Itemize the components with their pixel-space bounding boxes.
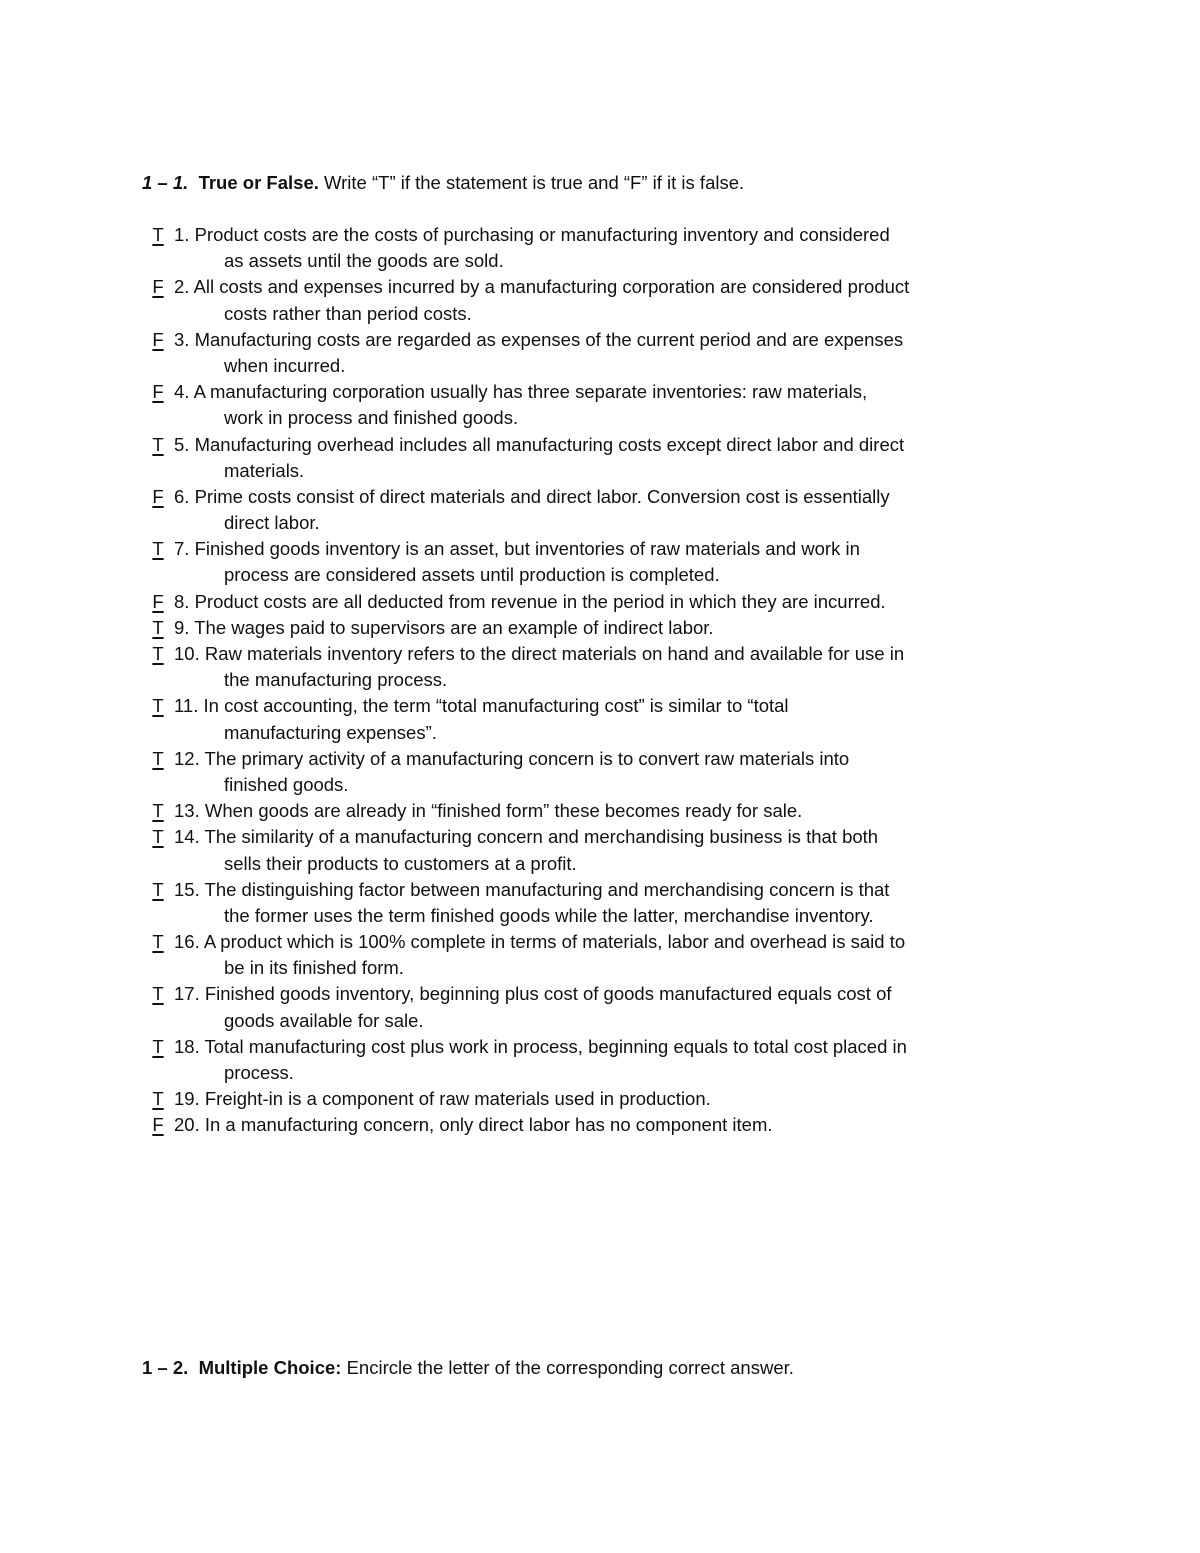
statement-text: In cost accounting, the term “total manufacturing cost” is similar to “total bbox=[203, 695, 789, 717]
statement-continuation: manufacturing expenses”. bbox=[224, 721, 437, 743]
list-item bbox=[142, 929, 1042, 981]
answer-blank[interactable]: T bbox=[152, 1088, 164, 1110]
list-item-first-line bbox=[142, 641, 1042, 667]
list-item-first-line bbox=[142, 981, 1042, 1007]
answer-blank[interactable]: T bbox=[152, 224, 164, 245]
statement-continuation: costs rather than period costs. bbox=[224, 302, 472, 324]
list-item bbox=[142, 432, 1042, 484]
list-item-first-line bbox=[142, 877, 1042, 903]
item-number: 2. bbox=[174, 276, 190, 298]
statement-continuation: process are considered assets until production is completed. bbox=[224, 564, 720, 586]
list-item-first-line bbox=[142, 615, 1042, 641]
answer-blank[interactable]: T bbox=[152, 931, 164, 953]
section-2-instruction: Encircle the letter of the corresponding correct answer. bbox=[346, 1357, 794, 1378]
item-number: 16. bbox=[174, 931, 200, 953]
answer-blank[interactable]: T bbox=[152, 643, 164, 664]
list-item bbox=[142, 798, 1042, 824]
item-number: 11. bbox=[174, 695, 199, 717]
list-item bbox=[142, 1034, 1042, 1086]
statement-text: Manufacturing costs are regarded as expenses of the current period and are expenses bbox=[194, 328, 904, 350]
list-item bbox=[142, 615, 1042, 641]
item-number: 6. bbox=[174, 485, 190, 507]
list-item bbox=[142, 641, 1042, 693]
statement-text: Manufacturing overhead includes all manufacturing costs except direct labor and direct bbox=[194, 433, 905, 455]
section-2-header bbox=[142, 1355, 1042, 1381]
item-number: 9. bbox=[174, 616, 190, 638]
item-number: 1. bbox=[174, 224, 190, 245]
statement-text: Prime costs consist of direct materials and direct labor. Conversion cost is essentially bbox=[194, 485, 890, 507]
item-number: 5. bbox=[174, 433, 190, 455]
list-item bbox=[142, 746, 1042, 798]
item-number: 12. bbox=[174, 747, 200, 769]
statement-text: A manufacturing corporation usually has three separate inventories: raw materials, bbox=[193, 381, 868, 403]
list-item-first-line bbox=[142, 1086, 1042, 1112]
answer-blank[interactable]: F bbox=[152, 590, 164, 612]
section-1-number: 1 – 1. bbox=[142, 172, 189, 193]
statement-text: When goods are already in “finished form” these becomes ready for sale. bbox=[204, 800, 803, 822]
statement-text: Product costs are the costs of purchasing or manufacturing inventory and considered bbox=[194, 224, 890, 245]
statement-text: The primary activity of a manufacturing concern is to convert raw materials into bbox=[204, 747, 850, 769]
statement-text: Finished goods inventory is an asset, but inventories of raw materials and work in bbox=[194, 538, 860, 560]
item-number: 13. bbox=[174, 800, 200, 822]
item-number: 8. bbox=[174, 590, 190, 612]
list-item-first-line bbox=[142, 536, 1042, 562]
list-item-first-line bbox=[142, 222, 1042, 248]
section-2-title: Multiple Choice: bbox=[198, 1357, 342, 1378]
statement-continuation: process. bbox=[224, 1062, 294, 1083]
statement-continuation: as assets until the goods are sold. bbox=[224, 250, 504, 272]
statement-continuation: finished goods. bbox=[224, 773, 349, 795]
statement-continuation: the former uses the term finished goods while the latter, merchandise inventory. bbox=[224, 904, 874, 926]
statement-continuation: sells their products to customers at a profit. bbox=[224, 852, 577, 874]
list-item-first-line bbox=[142, 824, 1042, 850]
list-item-first-line bbox=[142, 274, 1042, 300]
statement-text: All costs and expenses incurred by a manufacturing corporation are considered product bbox=[193, 276, 910, 298]
statement-text: The distinguishing factor between manufacturing and merchandising concern is that bbox=[204, 878, 890, 900]
item-number: 19. bbox=[174, 1088, 200, 1110]
item-number: 18. bbox=[174, 1035, 200, 1057]
list-item-first-line bbox=[142, 432, 1042, 458]
list-item bbox=[142, 536, 1042, 588]
answer-blank[interactable]: T bbox=[152, 1035, 164, 1057]
answer-blank[interactable]: T bbox=[152, 433, 164, 455]
statement-continuation: be in its finished form. bbox=[224, 957, 404, 979]
answer-blank[interactable]: T bbox=[152, 695, 164, 717]
statement-text: The similarity of a manufacturing concern and merchandising business is that both bbox=[204, 826, 879, 848]
answer-blank[interactable]: F bbox=[152, 1114, 164, 1136]
section-1-instruction: Write “T” if the statement is true and “F” if it is false. bbox=[324, 172, 745, 193]
item-number: 10. bbox=[174, 643, 200, 664]
list-item bbox=[142, 1086, 1042, 1112]
answer-blank[interactable]: F bbox=[152, 485, 164, 507]
list-item-first-line bbox=[142, 327, 1042, 353]
item-number: 3. bbox=[174, 328, 190, 350]
list-item-first-line bbox=[142, 1034, 1042, 1060]
answer-blank[interactable]: T bbox=[152, 538, 164, 560]
list-item-first-line bbox=[142, 929, 1042, 955]
answer-blank[interactable]: T bbox=[152, 826, 164, 848]
statement-text: The wages paid to supervisors are an example of indirect labor. bbox=[194, 616, 714, 638]
section-1-title: True or False. bbox=[198, 172, 319, 193]
statement-continuation: the manufacturing process. bbox=[224, 669, 448, 691]
list-item bbox=[142, 379, 1042, 431]
list-item bbox=[142, 327, 1042, 379]
answer-blank[interactable]: T bbox=[152, 800, 164, 822]
list-item-first-line bbox=[142, 746, 1042, 772]
list-item-first-line bbox=[142, 484, 1042, 510]
answer-blank[interactable]: T bbox=[152, 747, 164, 769]
list-item bbox=[142, 981, 1042, 1033]
answer-blank[interactable]: T bbox=[152, 878, 164, 900]
statement-text: Freight-in is a component of raw materials used in production. bbox=[204, 1088, 711, 1110]
list-item bbox=[142, 1112, 1042, 1138]
section-2-number: 1 – 2. bbox=[142, 1357, 189, 1378]
list-item bbox=[142, 274, 1042, 326]
item-number: 15. bbox=[174, 878, 200, 900]
list-item bbox=[142, 824, 1042, 876]
answer-blank[interactable]: F bbox=[152, 381, 164, 403]
answer-blank[interactable]: F bbox=[152, 328, 164, 350]
statement-continuation: work in process and finished goods. bbox=[224, 407, 519, 429]
section-1-header bbox=[142, 170, 1042, 196]
statement-continuation: materials. bbox=[224, 459, 305, 481]
statement-text: In a manufacturing concern, only direct labor has no component item. bbox=[204, 1114, 773, 1136]
answer-blank[interactable]: T bbox=[152, 616, 164, 638]
list-item bbox=[142, 484, 1042, 536]
list-item bbox=[142, 877, 1042, 929]
statement-text: Product costs are all deducted from revenue in the period in which they are incurred. bbox=[194, 590, 886, 612]
list-item-first-line bbox=[142, 589, 1042, 615]
item-number: 4. bbox=[174, 381, 190, 403]
list-item bbox=[142, 693, 1042, 745]
statement-text: Finished goods inventory, beginning plus cost of goods manufactured equals cost of bbox=[204, 983, 892, 1005]
statement-text: Raw materials inventory refers to the direct materials on hand and available for use in bbox=[204, 643, 905, 664]
list-item bbox=[142, 589, 1042, 615]
item-number: 17. bbox=[174, 983, 200, 1005]
statement-continuation: when incurred. bbox=[224, 354, 346, 376]
true-false-list bbox=[142, 222, 1042, 1139]
list-item-first-line bbox=[142, 379, 1042, 405]
statement-text: Total manufacturing cost plus work in process, beginning equals to total cost placed in bbox=[204, 1035, 907, 1057]
statement-text: A product which is 100% complete in terms of materials, labor and overhead is said to bbox=[203, 931, 906, 953]
list-item-first-line bbox=[142, 693, 1042, 719]
list-item-first-line bbox=[142, 1112, 1042, 1138]
item-number: 7. bbox=[174, 538, 190, 560]
list-item-first-line bbox=[142, 798, 1042, 824]
item-number: 20. bbox=[174, 1114, 200, 1136]
item-number: 14. bbox=[174, 826, 200, 848]
list-item bbox=[142, 222, 1042, 274]
statement-continuation: direct labor. bbox=[224, 512, 320, 534]
answer-blank[interactable]: T bbox=[152, 983, 164, 1005]
statement-continuation: goods available for sale. bbox=[224, 1009, 424, 1031]
answer-blank[interactable]: F bbox=[152, 276, 164, 298]
